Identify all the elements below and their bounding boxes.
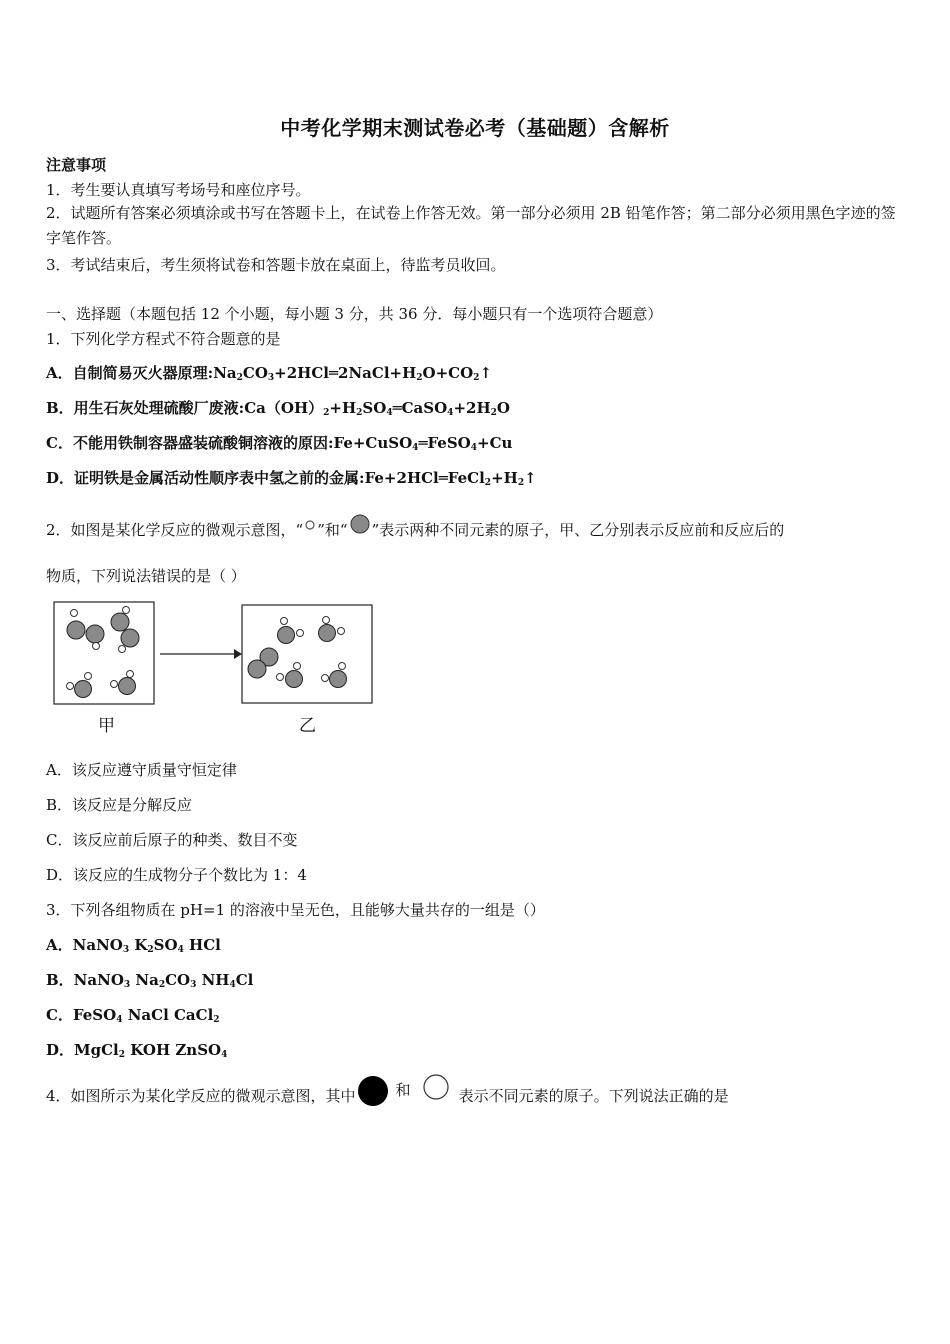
- q2-stem-line2: 物质，下列说法错误的是（ ）: [46, 567, 246, 585]
- eq-part: CO: [242, 364, 268, 382]
- eq-part: O: [496, 399, 510, 417]
- q3-option-a: [46, 934, 221, 955]
- large-atom-icon: [348, 512, 372, 550]
- q2-option-a: A．该反应遵守质量守恒定律: [46, 761, 237, 779]
- label-before: 甲: [98, 716, 115, 736]
- reaction-diagram-svg: [46, 598, 386, 743]
- eq-sub: 2: [517, 478, 525, 488]
- section-heading: 一、选择题（本题包括 12 个小题，每小题 3 分，共 36 分．每小题只有一个选项符合题意）: [46, 305, 663, 323]
- notice-heading: 注意事项: [46, 156, 107, 174]
- q4-stem-part: 表示不同元素的原子。下列说法正确的是: [458, 1087, 729, 1105]
- q3-stem: 3．下列各组物质在 pH=1 的溶液中呈无色，且能够大量共存的一组是（）: [46, 901, 545, 919]
- formula-part: C．FeSO: [46, 1006, 117, 1024]
- eq-sub: 3: [267, 373, 275, 383]
- q2-stem-part: ”表示两种不同元素的原子，甲、乙分别表示反应前和反应后的: [371, 521, 785, 539]
- q2-option-c: C．该反应前后原子的种类、数目不变: [46, 831, 298, 849]
- formula-sub: 2: [213, 1015, 220, 1025]
- q2-option-d: D．该反应的生成物分子个数比为 1：4: [46, 866, 307, 884]
- formula-sub: 3: [123, 980, 131, 990]
- formula-part: SO: [153, 936, 178, 954]
- eq-part: O+CO: [422, 364, 474, 382]
- formula-part: Cl: [235, 971, 254, 989]
- formula-sub: 4: [116, 1015, 123, 1025]
- notice-item-1: 1．考生要认真填写考场号和座位序号。: [46, 181, 311, 199]
- q1-option-b-prefix: B．用生石灰处理硫酸厂废液:: [46, 399, 245, 417]
- q1-option-c-prefix: C．不能用铁制容器盛装硫酸铜溶液的原因:: [46, 434, 334, 452]
- q1-option-b: [46, 397, 510, 418]
- eq-part: Ca（OH）: [244, 399, 324, 417]
- q1-option-a: [46, 362, 492, 383]
- eq-sub: 2: [356, 408, 363, 418]
- eq-part: ↑: [479, 364, 493, 382]
- label-after: 乙: [299, 716, 316, 736]
- eq-sub: 2: [490, 408, 497, 418]
- formula-sub: 3: [190, 980, 197, 990]
- q2-stem-part: ”和“: [317, 521, 348, 539]
- eq-part: +Cu: [477, 434, 513, 452]
- q1-option-a-prefix: A．自制简易灭火器原理:: [46, 364, 214, 382]
- formula-part: D．MgCl: [46, 1041, 119, 1059]
- eq-part: SO: [362, 399, 387, 417]
- q3-option-b: [46, 969, 253, 990]
- notice-item-3: 3．考试结束后，考生须将试卷和答题卡放在桌面上，待监考员收回。: [46, 256, 506, 274]
- eq-part: Fe+2HCl═FeCl: [364, 469, 485, 487]
- formula-part: KOH ZnSO: [125, 1041, 222, 1059]
- formula-part: NaCl CaCl: [122, 1006, 214, 1024]
- q4-and: 和: [395, 1081, 411, 1099]
- q1-stem: 1．下列化学方程式不符合题意的是: [46, 330, 281, 348]
- eq-part: Na: [213, 364, 237, 382]
- eq-part: +H: [491, 469, 518, 487]
- q3-option-c: [46, 1004, 220, 1025]
- q2-option-b: B．该反应是分解反应: [46, 796, 193, 814]
- eq-part: +2HCl═2NaCl+H: [274, 364, 417, 382]
- q2-stem-part: 2．如图是某化学反应的微观示意图，“: [46, 521, 304, 539]
- eq-sub: 4: [412, 443, 419, 453]
- formula-sub: 2: [118, 1050, 126, 1060]
- eq-part: +H: [329, 399, 357, 417]
- reaction-arrow-head: [234, 649, 242, 659]
- eq-part: ↑: [524, 469, 537, 487]
- formula-part: CO: [165, 971, 191, 989]
- formula-sub: 2: [147, 945, 154, 955]
- formula-part: HCl: [183, 936, 221, 954]
- eq-part: Fe+CuSO: [333, 434, 413, 452]
- eq-sub: 2: [236, 373, 243, 383]
- small-atom-icon: [303, 518, 317, 544]
- formula-part: Na: [130, 971, 159, 989]
- formula-sub: 4: [229, 980, 236, 990]
- eq-sub: 4: [470, 443, 478, 453]
- black-atom-icon: [356, 1074, 390, 1121]
- formula-part: NH: [196, 971, 230, 989]
- eq-sub: 4: [386, 408, 393, 418]
- eq-sub: 2: [473, 373, 480, 383]
- white-atom-icon: [421, 1074, 451, 1121]
- reaction-diagram: [46, 598, 386, 747]
- formula-sub: 4: [221, 1050, 228, 1060]
- formula-part: A．NaNO: [46, 936, 123, 954]
- q4-stem-part: 4．如图所示为某化学反应的微观示意图，其中: [46, 1087, 356, 1105]
- eq-part: +2H: [453, 399, 491, 417]
- page-title: 中考化学期末测试卷必考（基础题）含解析: [280, 116, 670, 140]
- formula-sub: 2: [158, 980, 166, 990]
- q1-option-c: [46, 432, 512, 453]
- q1-option-d: [46, 467, 537, 488]
- eq-sub: 2: [416, 373, 423, 383]
- formula-sub: 4: [177, 945, 184, 955]
- eq-part: ═CaSO: [392, 399, 448, 417]
- q2-stem: [46, 512, 784, 550]
- q4-stem: [46, 1072, 729, 1121]
- eq-sub: 2: [323, 408, 330, 418]
- notice-item-2: 2．试题所有答案必须填涂或书写在答题卡上，在试卷上作答无效。第一部分必须用 2B 铅笔作答；第二部分必须用黑色字迹的签字笔作答。: [46, 204, 896, 247]
- q1-option-d-prefix: D．证明铁是金属活动性顺序表中氢之前的金属:: [46, 469, 365, 487]
- formula-sub: 3: [122, 945, 130, 955]
- eq-part: ═FeSO: [418, 434, 471, 452]
- eq-sub: 4: [447, 408, 454, 418]
- formula-part: B．NaNO: [46, 971, 124, 989]
- eq-sub: 2: [484, 478, 492, 488]
- formula-part: K: [129, 936, 148, 954]
- q3-option-d: [46, 1039, 227, 1060]
